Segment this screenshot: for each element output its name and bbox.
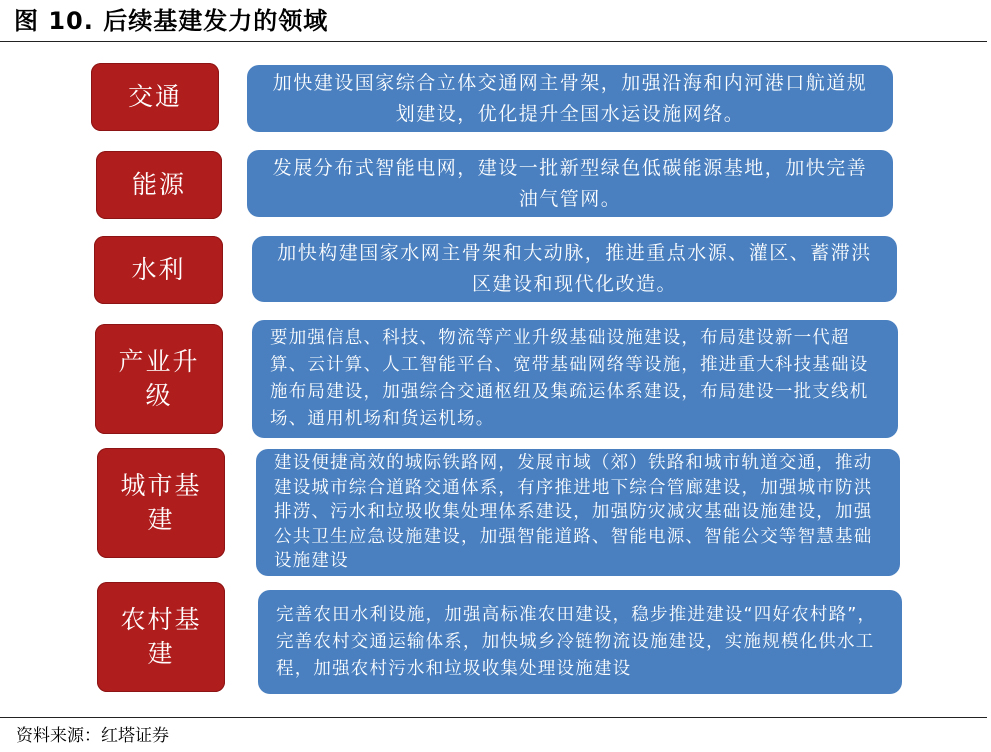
description-box-energy: 发展分布式智能电网，建设一批新型绿色低碳能源基地，加快完善油气管网。 [247, 150, 893, 217]
category-box-energy: 能源 [96, 151, 222, 219]
figure-title: 图 10. 后续基建发力的领域 [14, 7, 329, 35]
category-box-rural-infrastructure: 农村基建 [97, 582, 225, 692]
source-note: 资料来源：红塔证券 [16, 726, 169, 746]
description-box-urban-infrastructure: 建设便捷高效的城际铁路网，发展市域（郊）铁路和城市轨道交通，推动建设城市综合道路交通体系，有序推进地下综合管廊建设，加强城市防洪排涝、污水和垃圾收集处理体系建设，加强防灾减灾基础设施建设，加强公共卫生应急设施建设，加强智能道路、智能电源、智能公交等智慧基础设施建设 [256, 449, 900, 576]
description-box-rural-infrastructure: 完善农田水利设施，加强高标准农田建设，稳步推进建设“四好农村路”，完善农村交通运输体系，加快城乡冷链物流设施建设，实施规模化供水工程，加强农村污水和垃圾收集处理设施建设 [258, 590, 902, 694]
description-box-industrial-upgrade: 要加强信息、科技、物流等产业升级基础设施建设，布局建设新一代超算、云计算、人工智能平台、宽带基础网络等设施，推进重大科技基础设施布局建设，加强综合交通枢纽及集疏运体系建设，布局建设一批支线机场、通用机场和货运机场。 [252, 320, 898, 438]
category-box-transport: 交通 [91, 63, 219, 131]
description-box-water: 加快构建国家水网主骨架和大动脉，推进重点水源、灌区、蓄滞洪区建设和现代化改造。 [252, 236, 897, 302]
category-box-industrial-upgrade: 产业升级 [95, 324, 223, 434]
category-box-water: 水利 [94, 236, 223, 304]
description-box-transport: 加快建设国家综合立体交通网主骨架，加强沿海和内河港口航道规划建设，优化提升全国水运设施网络。 [247, 65, 893, 132]
bottom-rule [0, 717, 987, 718]
category-box-urban-infrastructure: 城市基建 [97, 448, 225, 558]
